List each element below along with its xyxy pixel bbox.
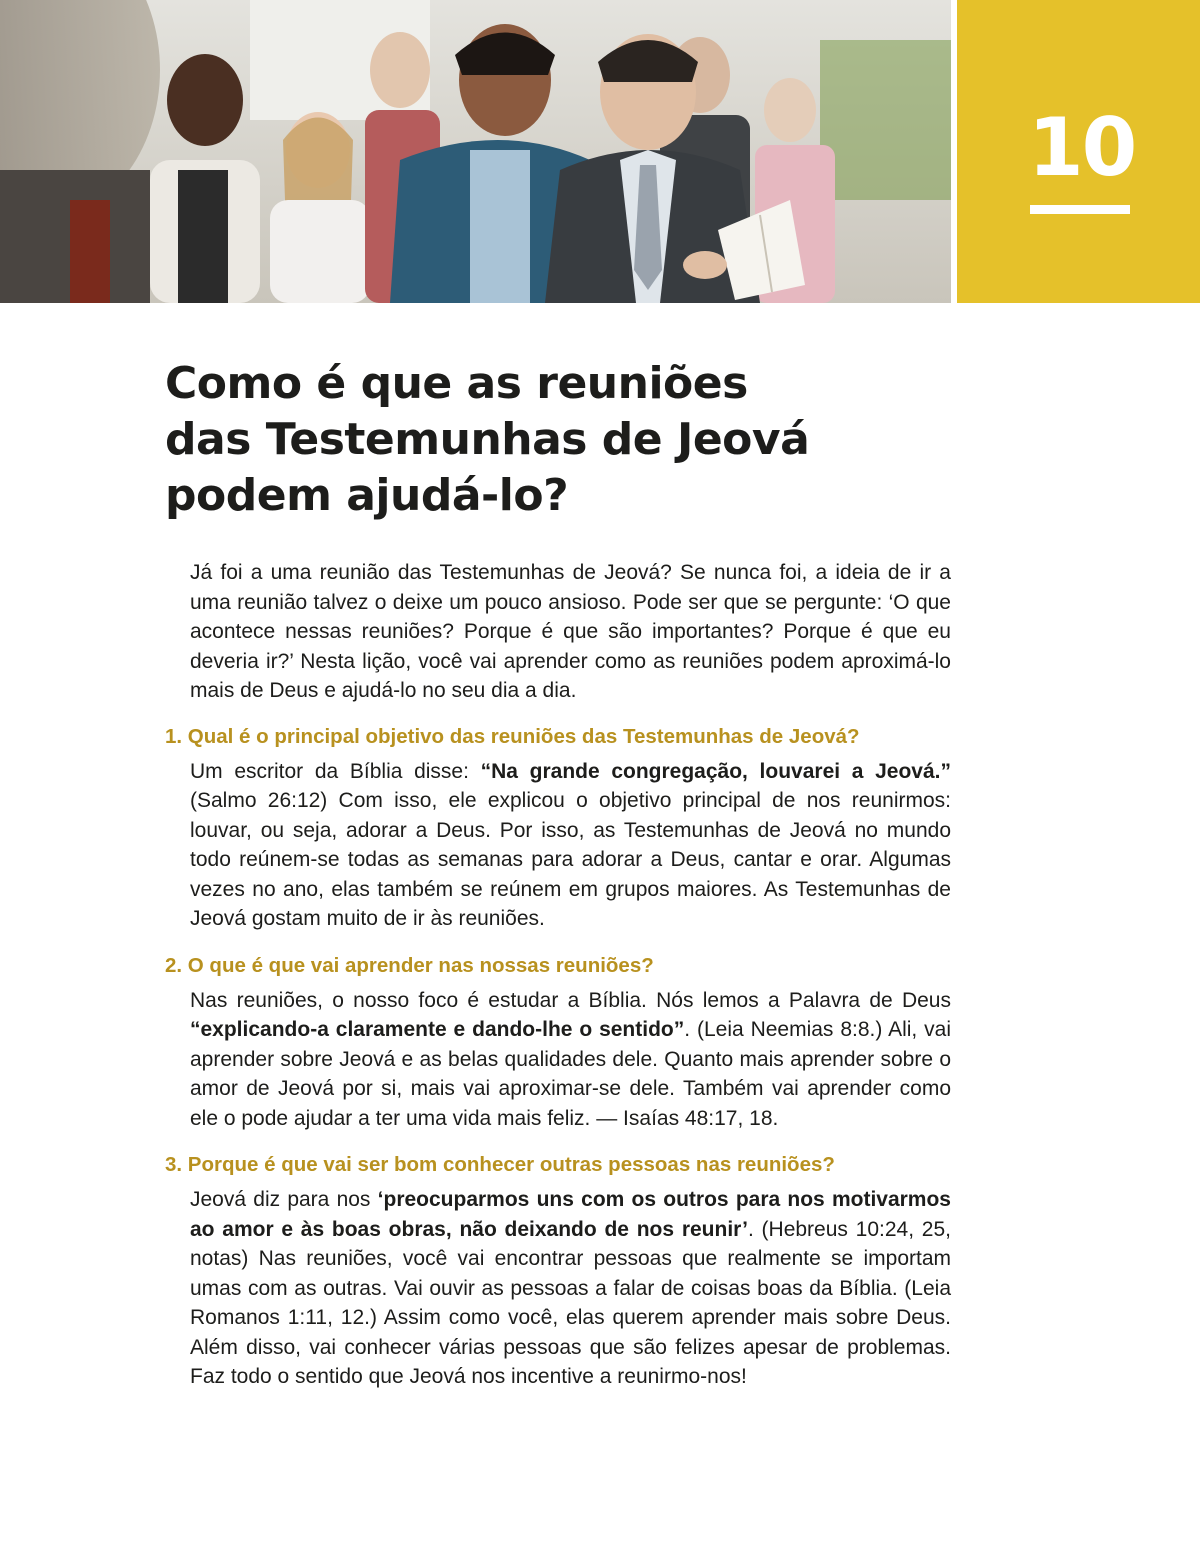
question-heading-1: 1. Qual é o principal objetivo das reuniões das Testemunhas de Jeová?	[165, 724, 860, 748]
answer-3-text-before: Jeová diz para nos	[190, 1188, 378, 1211]
answer-2-text-after: . (Leia Neemias 8:8.) Ali, vai aprender sobre Jeová e as belas qualidades dele. Quanto mais aprender sobre o amor de Jeová por si, mais vai aproximar-se dele. Também vai aprender como ele o pode ajudar a ter uma vida mais feliz. — Isaías 48:17, 18.	[190, 1018, 951, 1130]
header-photo	[0, 0, 951, 303]
answer-3-text-after: . (Hebreus 10:24, 25, notas) Nas reuniões, você vai encontrar pessoas que realmente se importam umas com as outras. Vai ouvir as pessoas a falar de coisas boas da Bíblia. (Leia Romanos 1:11, 12.) Assim como você, elas querem aprender mais sobre Deus. Além disso, vai conhecer várias pessoas que são felizes apesar de problemas. Faz todo o sentido que Jeová nos incentive a reunirmo-nos!	[190, 1217, 951, 1388]
lesson-body	[165, 558, 951, 1392]
title-line-3: podem ajudá-lo?	[165, 470, 569, 521]
answer-3-quote: ‘preocuparmos uns com os outros para nos motivarmos ao amor e às boas obras, não deixando de nos reunir’	[190, 1188, 951, 1241]
question-heading-2: 2. O que é que vai aprender nas nossas reuniões?	[165, 953, 654, 977]
title-line-2: das Testemunhas de Jeová	[165, 414, 810, 465]
answer-paragraph-3	[190, 1185, 951, 1392]
congregation-illustration	[0, 0, 951, 303]
answer-2-text-before: Nas reuniões, o nosso foco é estudar a Bíblia. Nós lemos a Palavra de Deus	[190, 988, 951, 1012]
lesson-number-underline	[1030, 205, 1130, 214]
answer-1-text-before: Um escritor da Bíblia disse:	[190, 759, 481, 783]
intro-paragraph: Já foi a uma reunião das Testemunhas de Jeová? Se nunca foi, a ideia de ir a uma reunião talvez o deixe um pouco ansioso. Pode ser que se pergunte: ‘O que acontece nessas reuniões? Porque é que são importantes? Porque é que eu deveria ir?’ Nesta lição, você vai aprender como as reuniões podem aproximá-lo mais de Deus e ajudá-lo no seu dia a dia.	[190, 561, 951, 702]
question-heading-3: 3. Porque é que vai ser bom conhecer outras pessoas nas reuniões?	[165, 1153, 835, 1176]
answer-1-quote: “Na grande congregação, louvarei a Jeová.”	[480, 759, 951, 783]
answer-1-text-after: (Salmo 26:12) Com isso, ele explicou o objetivo principal de nos reunirmos: louvar, ou seja, adorar a Deus. Por isso, as Testemunhas de Jeová no mundo todo reúnem-se todas as semanas para adorar a Deus, cantar e orar. Algumas vezes no ano, elas também se reúnem em grupos maiores. As Testemunhas de Jeová gostam muito de ir às reuniões.	[190, 789, 951, 930]
title-line-1: Como é que as reuniões	[165, 358, 748, 409]
answer-paragraph-2	[190, 986, 951, 1134]
page-title	[165, 356, 925, 524]
answer-paragraph-1	[190, 757, 951, 934]
answer-2-quote: “explicando-a claramente e dando-lhe o sentido”	[190, 1018, 685, 1041]
lesson-number: 10	[1028, 101, 1136, 194]
